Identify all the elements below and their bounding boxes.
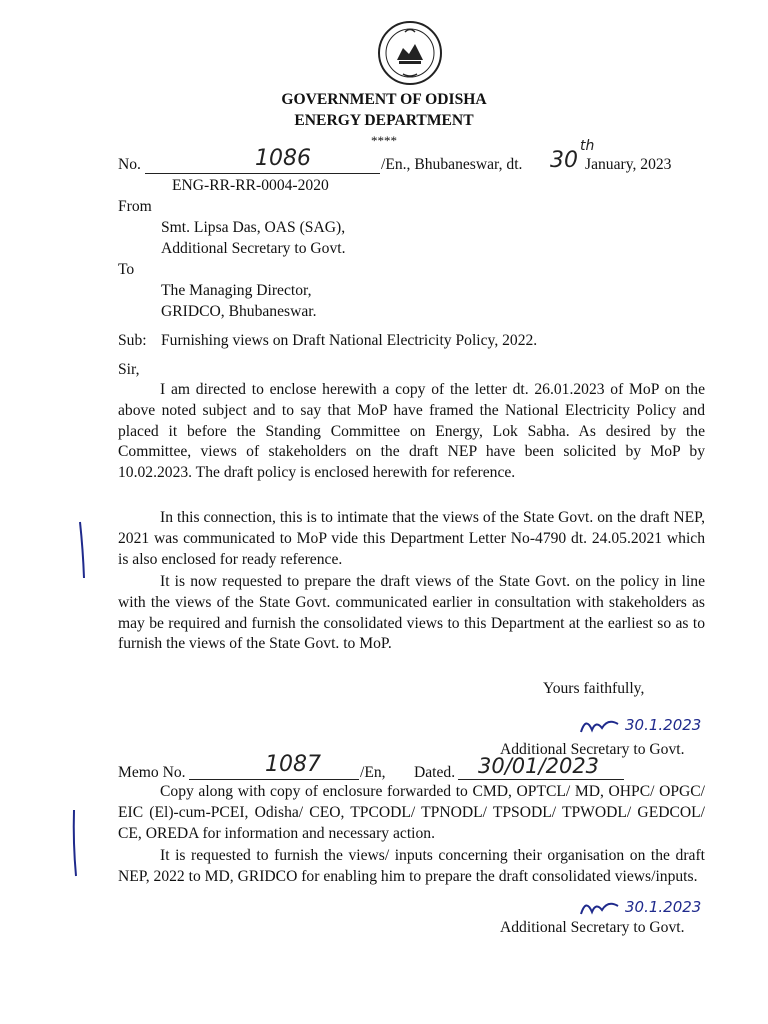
memo-label: Memo No. bbox=[118, 764, 186, 781]
memo-en: /En, bbox=[360, 764, 386, 781]
signature-2-designation: Additional Secretary to Govt. bbox=[500, 919, 685, 936]
body-paragraph-3-text: It is now requested to prepare the draft views of the State Govt. on the policy in line with the views of the State Govt. communicated earlier in consultation with stakeholders as may be required and furnish the consolidated views to this Department at the earliest so as to furnish the views of the State Govt. to MoP. bbox=[118, 573, 705, 653]
closing: Yours faithfully, bbox=[543, 680, 645, 697]
subject-text: Furnishing views on Draft National Electricity Policy, 2022. bbox=[161, 332, 538, 349]
ref-no-handwritten: 1086 bbox=[255, 146, 311, 171]
ref-month-year: January, 2023 bbox=[585, 156, 672, 173]
memo-no-handwritten: 1087 bbox=[265, 752, 321, 777]
memo-date-handwritten: 30/01/2023 bbox=[478, 754, 600, 778]
memo-no-underline bbox=[189, 779, 359, 780]
from-line-2: Additional Secretary to Govt. bbox=[161, 240, 346, 257]
salutation: Sir, bbox=[118, 361, 140, 378]
to-label: To bbox=[118, 261, 135, 278]
ref-day-suffix-handwritten: th bbox=[580, 138, 595, 154]
government-heading: GOVERNMENT OF ODISHA bbox=[281, 91, 487, 108]
memo-paragraph-1-text: Copy along with copy of enclosure forwarded to CMD, OPTCL/ MD, OHPC/ OPGC/ EIC (El)-cum-PCEI, Odisha/ CEO, TPCODL/ TPNODL/ TPSODL/ TPWODL/ GEDCOL/ CE, OREDA for information and necessary action. bbox=[118, 783, 705, 842]
margin-line-mark bbox=[76, 520, 90, 580]
ref-day-handwritten: 30 bbox=[550, 148, 578, 173]
memo-paragraph-1 bbox=[118, 782, 705, 844]
to-line-1: The Managing Director, bbox=[161, 282, 312, 299]
memo-date-underline bbox=[458, 779, 624, 780]
from-label: From bbox=[118, 198, 152, 215]
margin-line-mark-2 bbox=[68, 808, 82, 878]
heading-stars: **** bbox=[371, 133, 397, 148]
odisha-seal-icon bbox=[375, 18, 445, 88]
signature-1-date-handwritten: 30.1.2023 bbox=[625, 716, 702, 734]
to-line-2: GRIDCO, Bhubaneswar. bbox=[161, 303, 317, 320]
department-heading: ENERGY DEPARTMENT bbox=[294, 112, 474, 129]
ref-place-date: /En., Bhubaneswar, dt. bbox=[381, 156, 523, 173]
signature-scribble-1 bbox=[578, 712, 622, 738]
memo-paragraph-2 bbox=[118, 846, 705, 888]
memo-dated-label: Dated. bbox=[414, 764, 456, 781]
ref-no-label: No. bbox=[118, 156, 141, 173]
memo-paragraph-2-text: It is requested to furnish the views/ inputs concerning their organisation on the draft NEP, 2022 to MD, GRIDCO for enabling him to prepare the draft consolidated views/inputs. bbox=[118, 847, 705, 885]
ref-no-underline bbox=[145, 173, 380, 174]
signature-2-date-handwritten: 30.1.2023 bbox=[625, 898, 702, 916]
body-paragraph-2-text: In this connection, this is to intimate that the views of the State Govt. on the draft NEP, 2021 was communicated to MoP vide this Department Letter No-4790 dt. 24.05.2021 which is also enclosed for ready reference. bbox=[118, 509, 705, 568]
file-number: ENG-RR-RR-0004-2020 bbox=[172, 177, 329, 194]
body-paragraph-2 bbox=[118, 508, 705, 570]
body-paragraph-3 bbox=[118, 572, 705, 655]
body-paragraph-1-text: I am directed to enclose herewith a copy of the letter dt. 26.01.2023 of MoP on the above noted subject and to say that MoP have framed the National Electricity Policy and placed it before the Standing Committee on Energy, Lok Sabha. As desired by the Committee, views of stakeholders on the draft NEP have been solicited by MoP by 10.02.2023. The draft policy is enclosed herewith for reference. bbox=[118, 381, 705, 482]
subject-label: Sub: bbox=[118, 332, 147, 349]
signature-1-designation: Additional Secretary to Govt. bbox=[500, 741, 685, 758]
body-paragraph-1 bbox=[118, 380, 705, 484]
from-line-1: Smt. Lipsa Das, OAS (SAG), bbox=[161, 219, 346, 236]
